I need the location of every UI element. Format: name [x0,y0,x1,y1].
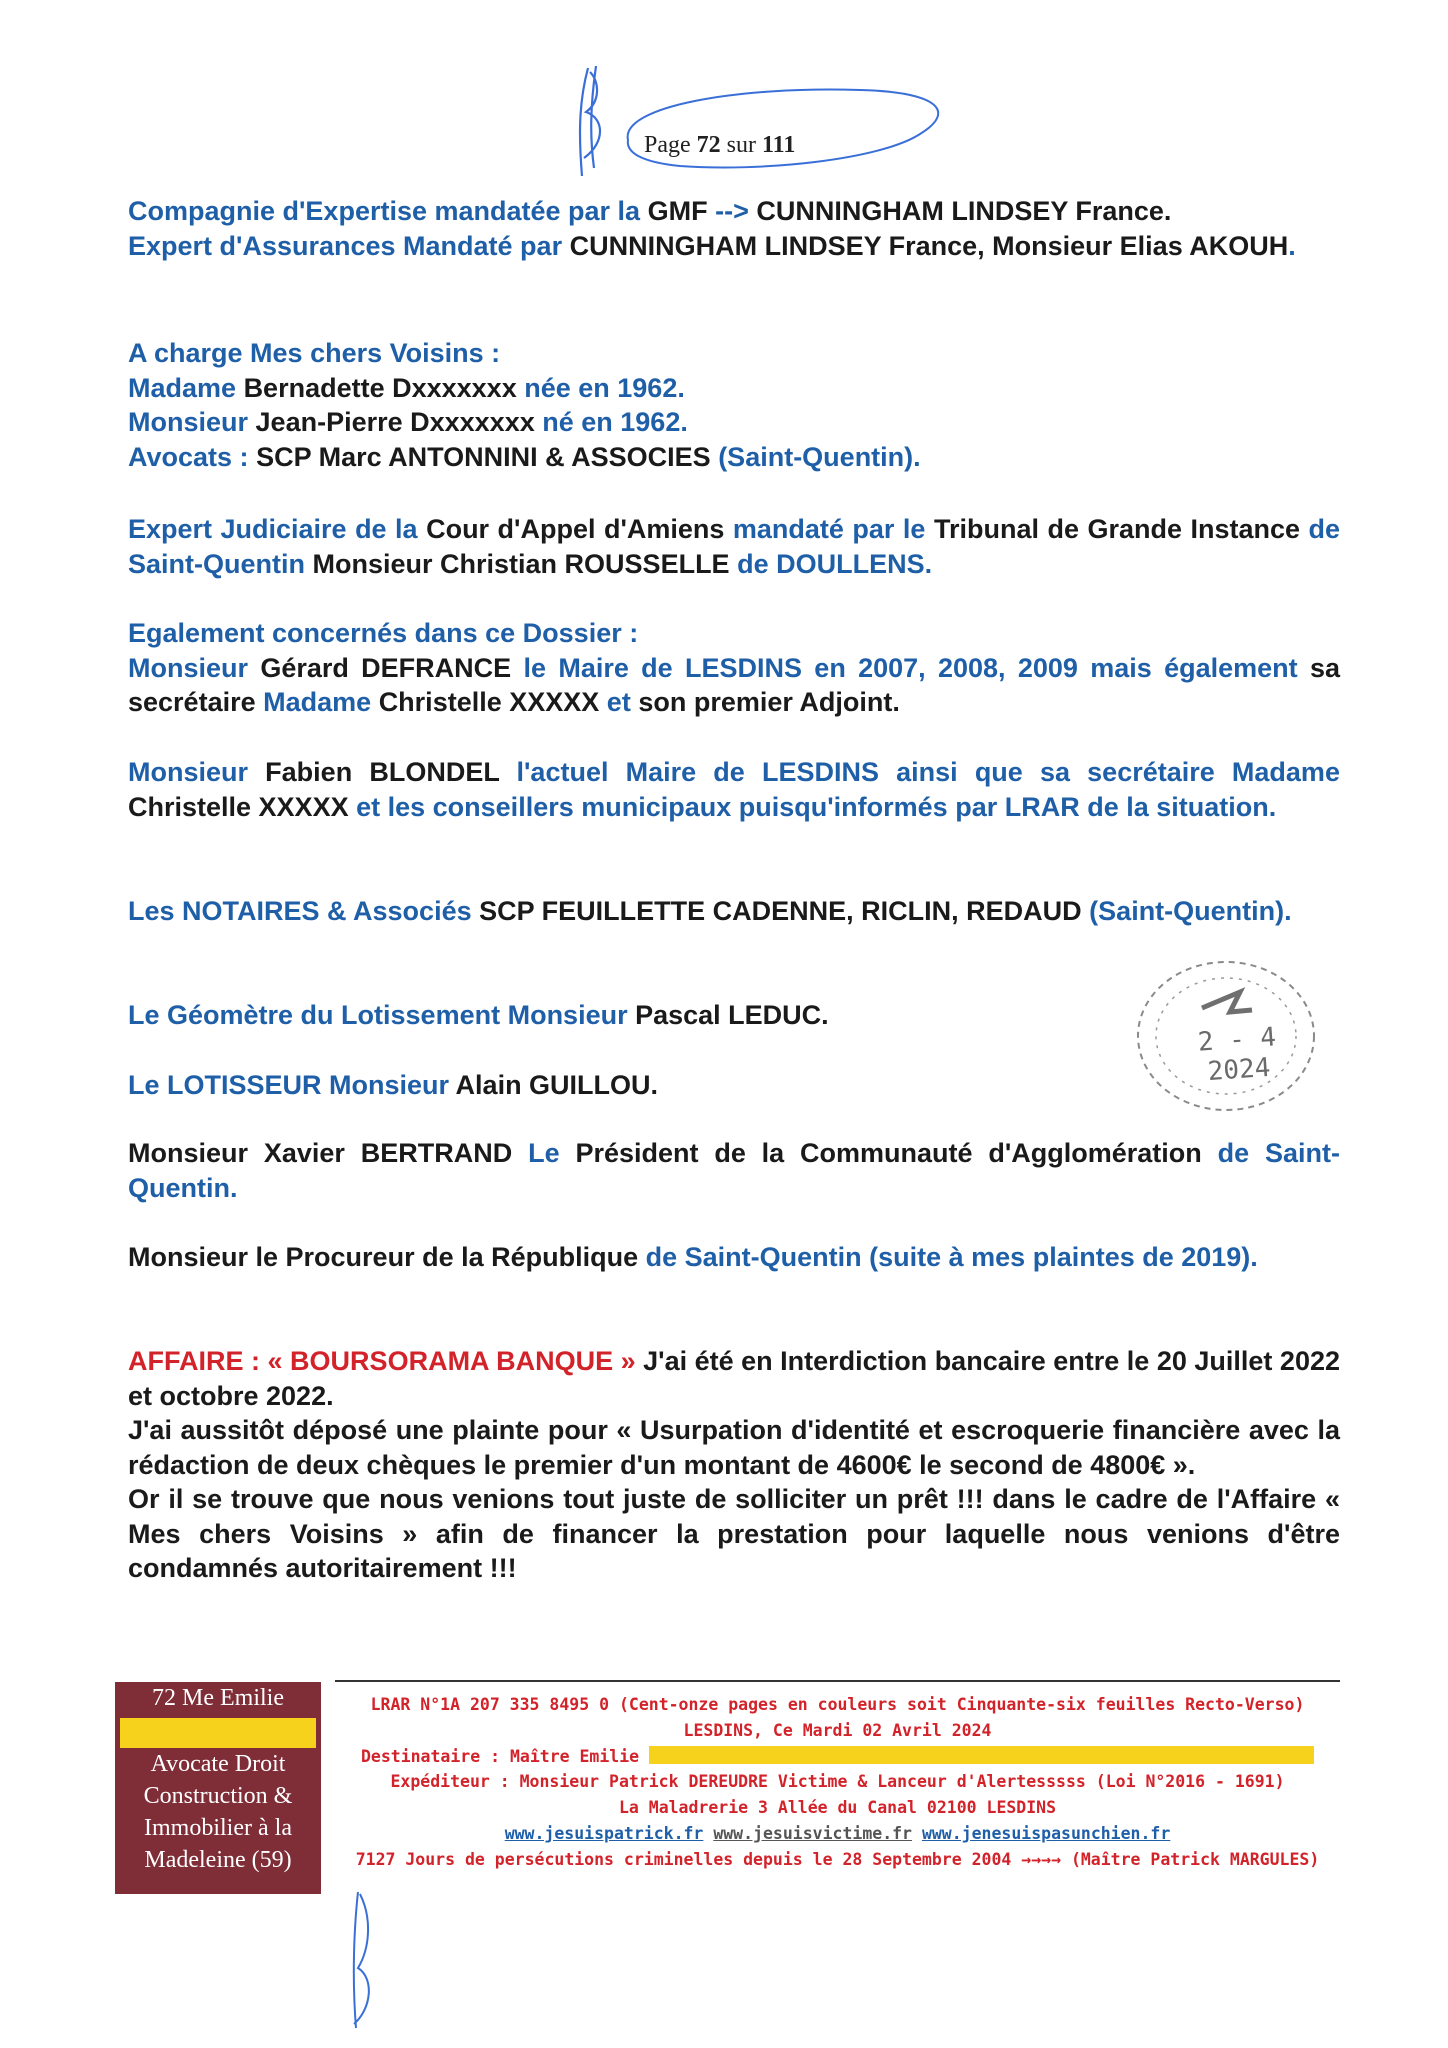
paragraph-also-concerned: Egalement concernés dans ce Dossier : Monsieur Gérard DEFRANCE le Maire de LESDINS en 2007, 2008, 2009 mais également sa secrétaire Madame Christelle XXXXX et son premier Adjoint. [128,618,1340,717]
paragraph-president: Monsieur Xavier BERTRAND Le Président de la Communauté d'Agglomération de Saint-Quentin. [128,1138,1340,1203]
redaction-highlight [120,1718,316,1748]
recipient-box: 72 Me Emilie Avocate Droit Construction & Immobilier à la Madeleine (59) [115,1682,321,1894]
paragraph-notaries: Les NOTAIRES & Associés SCP FEUILLETTE CADENNE, RICLIN, REDAUD (Saint-Quentin). [128,896,1292,926]
handwritten-initials-bottom [338,1888,388,2038]
page-number: Page 72 sur 111 [644,132,796,158]
page-header [560,58,980,178]
paragraph-insurance-expert: Compagnie d'Expertise mandatée par la GMF --> CUNNINGHAM LINDSEY France. Expert d'Assurances Mandaté par CUNNINGHAM LINDSEY France, Monsieur Elias AKOUH. [128,196,1296,261]
paragraph-developer: Le LOTISSEUR Monsieur Alain GUILLOU. [128,1070,659,1100]
footer-mailing-info: LRAR N°1A 207 335 8495 0 (Cent-onze pages en couleurs soit Cinquante-six feuilles Recto-Verso) LESDINS, Ce Mardi 02 Avril 2024 Destinataire : Maître Emilie Expéditeur : Monsieur Patrick DEREUDRE Victime & Lanceur d'Alertesssss (Loi N°2016 - 1691) La Maladrerie 3 Allée du Canal 02100 LESDINS www.jesuispatrick.fr www.jesuisvictime.fr www.jenesuispasunchien.fr 7127 Jours de persécutions criminelles depuis le 28 Septembre 2004 →→→→ (Maître Patrick MARGULES) [355,1695,1320,1869]
paragraph-current-mayor: Monsieur Fabien BLONDEL l'actuel Maire de LESDINS ainsi que sa secrétaire Madame Christelle XXXXX et les conseillers municipaux puisqu'informés par LRAR de la situation. [128,757,1340,822]
paragraph-surveyor: Le Géomètre du Lotissement Monsieur Pascal LEDUC. [128,1000,829,1030]
paragraph-prosecutor: Monsieur le Procureur de la République de Saint-Quentin (suite à mes plaintes de 2019). [128,1242,1258,1272]
footer-divider [335,1680,1340,1682]
link-jesuispatrick[interactable]: www.jesuispatrick.fr [504,1823,704,1843]
link-jenesuispasunchien[interactable]: www.jenesuispasunchien.fr [921,1823,1171,1843]
redaction-highlight [649,1746,1314,1764]
link-jesuisvictime[interactable]: www.jesuisvictime.fr [713,1823,912,1843]
postal-stamp: 2 - 4 2024 [1118,950,1330,1120]
paragraph-judicial-expert: Expert Judiciaire de la Cour d'Appel d'Amiens mandaté par le Tribunal de Grande Instance de Saint-Quentin Monsieur Christian ROUSSELLE de DOULLENS. [128,514,1341,579]
paragraph-boursorama-affair: AFFAIRE : « BOURSORAMA BANQUE » J'ai été en Interdiction bancaire entre le 20 Juillet 2022 et octobre 2022. J'ai aussitôt déposé une plainte pour « Usurpation d'identité et escroquerie financière avec la rédaction de deux chèques le premier d'un montant de 4600€ le second de 4800€ ». Or il se trouve que nous venions tout juste de solliciter un prêt !!! dans le cadre de l'Affaire « Mes chers Voisins » afin de financer la prestation pour laquelle nous venions d'être condamnés autoritairement !!! [128,1346,1340,1583]
paragraph-neighbours: A charge Mes chers Voisins : Madame Bernadette Dxxxxxxx née en 1962. Monsieur Jean-Pierre Dxxxxxxx né en 1962. Avocats : SCP Marc ANTONNINI & ASSOCIES (Saint-Quentin). [128,338,921,472]
